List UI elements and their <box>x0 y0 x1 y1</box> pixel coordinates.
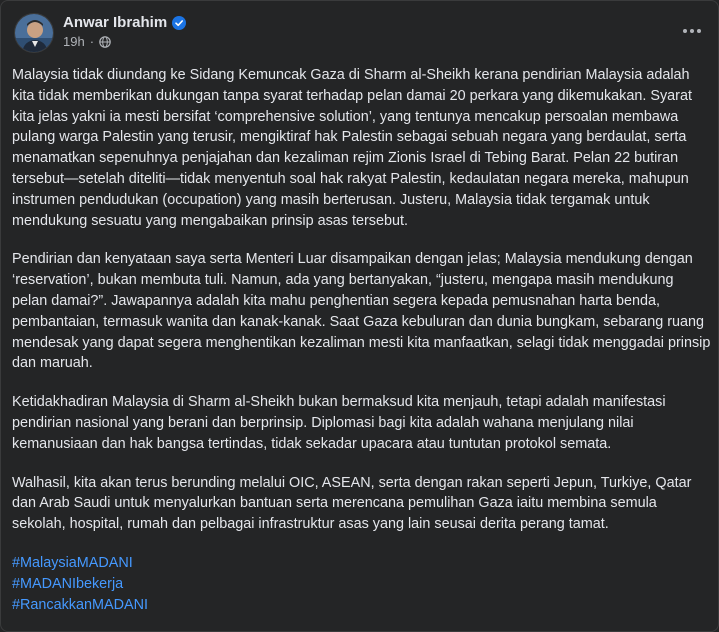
author-name[interactable]: Anwar Ibrahim <box>63 14 168 31</box>
post-header <box>1 1 718 61</box>
post-paragraph-1: Malaysia tidak diundang ke Sidang Kemuncak Gaza di Sharm al-Sheikh kerana pendirian Malaysia adalah kita tidak memberikan dukungan tanpa syarat terhadap pelan damai 20 perkara yang dikemukakan. Syarat kita jelas yakni ia mesti bersifat ‘comprehensive solution’, yang tentunya mencakup persoalan membawa pulang warga Palestin yang terusir, mengiktiraf hak Palestin sebagai sebuah negara yang berdaulat, serta menamatkan sepenuhnya penjajahan dan kezaliman rejim Zionis Israel di Tebing Barat. Pelan 22 butiran tersebut—setelah diteliti—tidak menyentuh soal hak rakyat Palestin, kedaulatan negara mereka, mahupun instrumen pendudukan (occupation) yang masih berterusan. Justeru, Malaysia tidak tergamak untuk mendukung sesuatu yang mengabaikan prinsip asas tersebut. <box>12 67 692 229</box>
author-avatar[interactable] <box>14 13 54 53</box>
post-paragraph-3: Ketidakhadiran Malaysia di Sharm al-Sheikh bukan bermaksud kita menjauh, tetapi adalah manifestasi pendirian nasional yang berani dan berprinsip. Diplomasi bagi kita adalah wahana menjulang nilai kemanusiaan dan hak bangsa tertindas, tidak sekadar upacara atau tuntutan protokol semata. <box>12 394 666 452</box>
hashtag-link[interactable]: #RancakkanMADANI <box>12 596 148 613</box>
avatar-image <box>15 14 54 53</box>
verified-badge-icon <box>172 16 186 30</box>
post-body <box>12 65 712 615</box>
hashtag-link[interactable]: #MADANIbekerja <box>12 575 124 592</box>
hashtag-link[interactable]: #MalaysiaMADANI <box>12 554 133 571</box>
meta-separator: · <box>89 34 95 49</box>
more-options-button[interactable] <box>680 19 704 43</box>
post-paragraph-2: Pendirian dan kenyataan saya serta Menteri Luar disampaikan dengan jelas; Malaysia mendukung dengan ‘reservation’, bukan membuta tuli. Namun, ada yang bertanyakan, “justeru, mengapa masih mendukung pelan damai?”. Jawapannya adalah kita mahu penghentian segera kepada pemusnahan harta benda, pembantaian, termasuk wanita dan kanak-kanak. Saat Gaza kebuluran dan dunia bungkam, sebarang ruang mendesak yang dapat segera menghentikan kezaliman mesti kita manfaatkan, selagi tidak menggadai prinsip dan maruah. <box>12 251 711 372</box>
post-timestamp[interactable]: 19h <box>63 34 85 49</box>
hashtag-list <box>12 553 712 615</box>
post-meta <box>63 34 111 50</box>
author-line <box>63 14 186 32</box>
post-paragraph-4: Walhasil, kita akan terus berunding melalui OIC, ASEAN, serta dengan rakan seperti Jepun, Turkiye, Qatar dan Arab Saudi untuk menyalurkan bantuan serta merencana pemulihan Gaza iaitu membina semula sekolah, hospital, rumah dan pelbagai infrastruktur asas yang lain seusai derita perang tamat. <box>12 474 692 533</box>
public-globe-icon[interactable] <box>99 36 111 48</box>
more-options-icon <box>682 28 702 34</box>
